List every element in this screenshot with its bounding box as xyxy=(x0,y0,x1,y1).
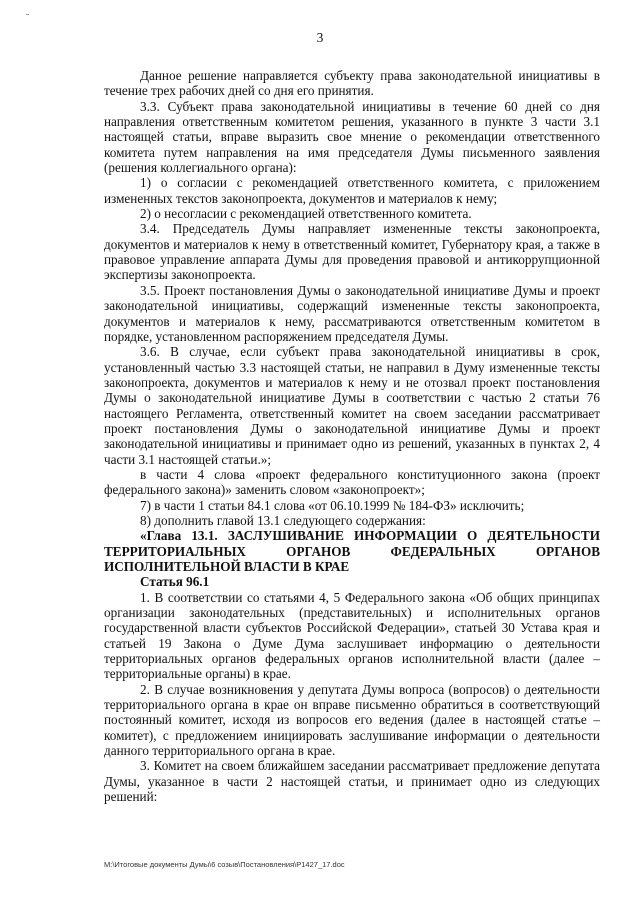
footer-file-path: M:\Итоговые документы Думы\6 созыв\Постановления\P1427_17.doc xyxy=(104,860,345,869)
document-body xyxy=(104,68,600,805)
article-paragraph-3: 3. Комитет на своем ближайшем заседании рассматривает предложение депутата Думы, указанное в части 2 настоящей статьи, и принимает одно из следующих решений: xyxy=(104,758,600,805)
scan-mark xyxy=(26,14,29,15)
page-number: 3 xyxy=(316,30,324,45)
paragraph-decision-sent: Данное решение направляется субъекту права законодательной инициативы в течение трех рабочих дней со дня его принятия. xyxy=(104,68,600,99)
paragraph-part-4: в части 4 слова «проект федерального конституционного закона (проект федерального закона)» заменить словом «законопроект»; xyxy=(104,466,600,498)
paragraph-3-3: 3.3. Субъект права законодательной инициативы в течение 60 дней со дня направления ответственным комитетом решения, указанного в пункте 3 части 3.1 настоящей статьи, вправе выразить свое мнение о рекомендации ответственного комитета путем направления на имя председателя Думы письменного заявления (решения коллегиального органа): xyxy=(104,98,600,176)
paragraph-3-4: 3.4. Председатель Думы направляет измененные тексты законопроекта, документов и материалов к нему в ответственный комитет, Губернатору края, а также в правовое управление аппарата Думы для проведения правовой и антикоррупционной экспертизы законопроекта. xyxy=(104,221,600,283)
paragraph-3-3-item-2: 2) о несогласии с рекомендацией ответственного комитета. xyxy=(140,206,472,222)
article-heading: Статья 96.1 xyxy=(140,574,210,590)
article-paragraph-1: 1. В соответствии со статьями 4, 5 Федерального закона «Об общих принципах организации законодательных (представительных) и исполнительных органов государственной власти субъектов Российской Федерации», статьей 30 Устава края и статьей 19 Закона о Думе Дума заслушивает информацию о деятельности территориальных органов федеральных органов исполнительной власти (далее – территориальные органы) в крае. xyxy=(104,589,600,682)
paragraph-3-5: 3.5. Проект постановления Думы о законодательной инициативе Думы и проект законодательной инициативы, содержащий измененные тексты законопроекта, документов и материалов к нему, рассматриваются ответственным комитетом в порядке, установленном распоряжением председателя Думы. xyxy=(104,282,600,344)
paragraph-item-8: 8) дополнить главой 13.1 следующего содержания: xyxy=(140,512,426,528)
paragraph-3-6: 3.6. В случае, если субъект права законодательной инициативы в срок, установленный частью 3.3 настоящей статьи, не направил в Думу измененные тексты законопроекта, документов и материалов к нему и не отозвал проект постановления Думы о законодательной инициативе Думы в соответствии с частью 2 статьи 76 настоящего Регламента, ответственный комитет на своем заседании рассматривает проект постановления Думы о законодательной инициативе Думы и проект законодательной инициативы и принимает одно из решений, указанных в пунктах 2, 4 части 3.1 настоящей статьи.»; xyxy=(104,344,600,467)
paragraph-3-3-item-1: 1) о согласии с рекомендацией ответственного комитета, с приложением измененных текстов законопроекта, документов и материалов к нему; xyxy=(104,175,600,206)
article-paragraph-2: 2. В случае возникновения у депутата Думы вопроса (вопросов) о деятельности территориального органа в крае он вправе письменно обратиться в соответствующий постоянный комитет, исходя из вопросов его ведения (далее в настоящей статье – комитет), с предложением инициировать заслушивание информации о деятельности данного территориального органа в крае. xyxy=(104,681,600,759)
chapter-heading: «Глава 13.1. ЗАСЛУШИВАНИЕ ИНФОРМАЦИИ О ДЕЯТЕЛЬНОСТИ ТЕРРИТОРИАЛЬНЫХ ОРГАНОВ ФЕДЕРАЛЬНЫХ ОРГАНОВ ИСПОЛНИТЕЛЬНОЙ ВЛАСТИ В КРАЕ xyxy=(104,528,600,574)
paragraph-item-7: 7) в части 1 статьи 84.1 слова «от 06.10.1999 № 184-ФЗ» исключить; xyxy=(140,497,525,513)
